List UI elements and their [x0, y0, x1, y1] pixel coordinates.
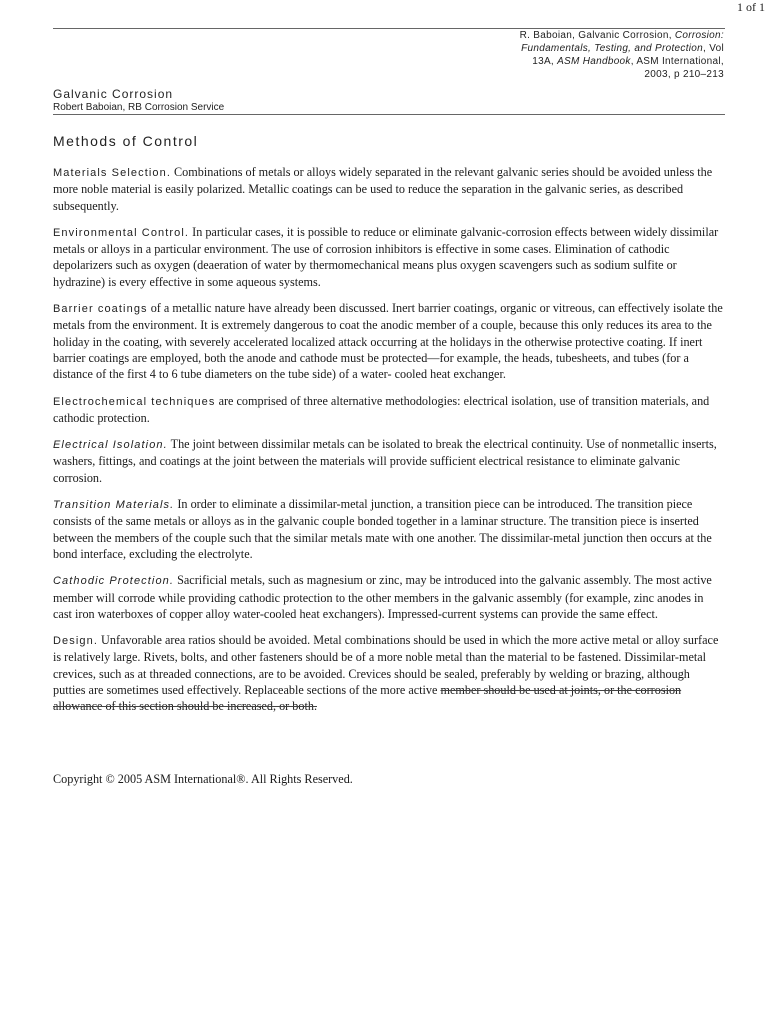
paragraph-lead: Electrical Isolation.	[53, 439, 168, 452]
document-title: Galvanic Corrosion	[53, 87, 174, 101]
paragraph-design	[53, 632, 725, 714]
paragraph-lead: Transition Materials.	[53, 499, 175, 512]
citation-line-4: 2003, p 210–213	[644, 69, 724, 80]
citation-volume-label: , Vol	[703, 43, 724, 54]
paragraph-text: In order to eliminate a dissimilar-metal junction, a transition piece can be introduced. The transition piece consists of the same metals or alloys as in the galvanic couple bonded together in a laminar structure. The transition piece is inserted between the members of the couple such that the similar metals mate with one another. The dissimilar-metal junction then occurs at the bond interface, excluding the electrolyte.	[53, 497, 712, 561]
section-body	[53, 164, 725, 725]
paragraph-text: Sacrificial metals, such as magnesium or zinc, may be introduced into the galvanic assembly. The most active member will corrode while providing cathodic protection to the other members in the galvanic assembly (for example, zinc anodes in cast iron waterboxes of copper alloy water-cooled heat exchangers). Impressed-current systems can provide the same effect.	[53, 573, 712, 621]
document-header	[53, 88, 224, 114]
paragraph-text: of a metallic nature have already been discussed. Inert barrier coatings, organic or vitreous, can effectively isolate the metals from the environment. It is extremely dangerous to coat the anodic member of a couple, because this only reduces its area to the holiday in the coating, with severely accelerated localized attack occurring at the holidays in the otherwise protective coating. If inert barrier coatings are employed, both the anode and cathode must be protected—for example, the heads, tubesheets, and tubes (for a distance of the first 4 to 6 tube diameters on the tube side) of a water- cooled heat exchanger.	[53, 301, 723, 382]
paragraph-text: In particular cases, it is possible to reduce or eliminate galvanic-corrosion effects between widely dissimilar metals or alloys in a particular environment. The use of corrosion inhibitors is effective in some cases. Elimination of cathodic depolarizers such as oxygen (deaeration of water by thermomechanical means plus oxygen scavengers such as sodium sulfite or hydrazine) is every effective in some aqueous systems.	[53, 224, 719, 289]
citation-author: R. Baboian, Galvanic Corrosion,	[519, 30, 675, 41]
citation-volume-number: 13A,	[532, 56, 558, 67]
citation-line-3	[464, 55, 724, 68]
paragraph-lead: Environmental Control.	[53, 226, 190, 239]
paragraph-environmental-control	[53, 224, 725, 290]
paragraph-lead: Design.	[53, 635, 98, 648]
paragraph-transition-materials	[53, 496, 725, 562]
paragraph-electrochemical-techniques	[53, 393, 725, 427]
paragraph-materials-selection	[53, 164, 725, 214]
document-author: Robert Baboian, RB Corrosion Service	[53, 102, 225, 113]
paragraph-lead: Electrochemical techniques	[53, 395, 216, 408]
paragraph-text-struck: member should be used at joints, or the corrosion allowance of this section should be increased, or both.	[53, 683, 682, 714]
paragraph-barrier-coatings	[53, 300, 725, 382]
title-rule	[53, 114, 725, 115]
paragraph-text: Unfavorable area ratios should be avoided. Metal combinations should be used in which the more active metal or alloy surface is relatively large. Rivets, bolts, and other fasteners should be of a more noble metal than the material to be fastened. Dissimilar-metal crevices, such as at threaded connections, are to be avoided. Crevices should be sealed, preferably by welding or brazing, although putties are sometimes used effectively. Replaceable sections of the more active	[53, 633, 719, 698]
paragraph-electrical-isolation	[53, 436, 725, 486]
citation	[464, 29, 724, 81]
page-number: 1 of 1	[737, 0, 765, 14]
citation-line-1	[464, 29, 724, 42]
citation-line-2	[464, 42, 724, 55]
paragraph-lead: Barrier coatings	[53, 303, 148, 316]
copyright: Copyright © 2005 ASM International®. All Rights Reserved.	[53, 772, 353, 786]
paragraph-text: are comprised of three alternative methodologies: electrical isolation, use of transition materials, and cathodic protection.	[53, 393, 710, 425]
citation-handbook: ASM Handbook	[557, 56, 631, 67]
citation-book-title-part-1: Corrosion:	[674, 30, 724, 41]
citation-publisher: , ASM International,	[630, 56, 724, 67]
paragraph-lead: Materials Selection.	[53, 167, 171, 179]
paragraph-cathodic-protection	[53, 572, 725, 622]
paragraph-text: Combinations of metals or alloys widely separated in the relevant galvanic series should be avoided unless the more noble material is easily polarized. Metallic coatings can be used to reduce the separation in the galvanic series, as described subsequently.	[53, 165, 713, 213]
paragraph-text: The joint between dissimilar metals can be isolated to break the electrical continuity. Use of nonmetallic inserts, washers, fittings, and coatings at the joint between the materials will provide sufficient electrical resistance to eliminate galvanic corrosion.	[53, 437, 717, 485]
citation-book-title-part-2: Fundamentals, Testing, and Protection	[521, 43, 704, 54]
paragraph-lead: Cathodic Protection.	[53, 575, 175, 588]
section-title: Methods of Control	[53, 133, 199, 149]
